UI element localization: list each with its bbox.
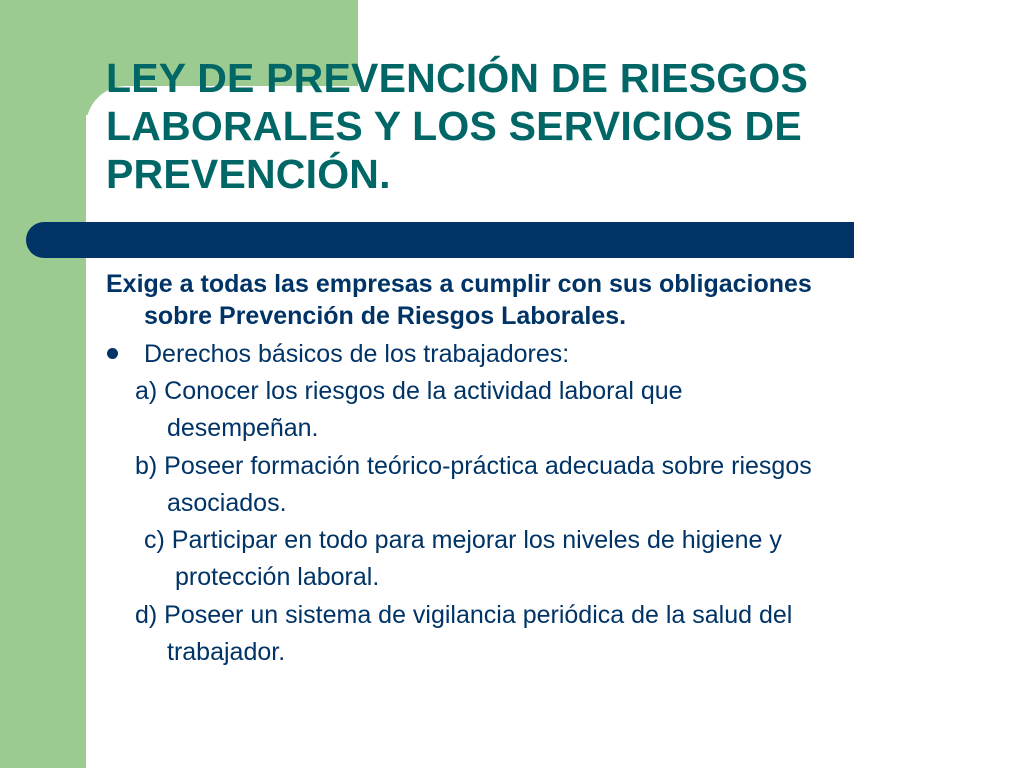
item-a-line-1: a) Conocer los riesgos de la actividad laboral que [135,377,683,405]
bullet-icon [107,348,118,359]
item-d-line-2: trabajador. [167,638,286,666]
intro-line-2: sobre Prevención de Riesgos Laborales. [144,302,627,330]
title-line-2: LABORALES Y LOS SERVICIOS DE [106,103,802,149]
item-d-line-1: d) Poseer un sistema de vigilancia periódica de la salud del [135,601,793,629]
item-c-line-1: c) Participar en todo para mejorar los niveles de higiene y [144,526,782,554]
item-b-line-2: asociados. [167,489,287,517]
title-line-1: LEY DE PREVENCIÓN DE RIESGOS [106,55,808,101]
title-line-3: PREVENCIÓN. [106,151,391,197]
intro-line-1: Exige a todas las empresas a cumplir con sus obligaciones [106,270,812,298]
item-b-line-1: b) Poseer formación teórico-práctica adecuada sobre riesgos [135,452,812,480]
item-c-line-2: protección laboral. [175,563,380,591]
bullet-text: Derechos básicos de los trabajadores: [144,340,570,368]
item-a-line-2: desempeñan. [167,414,319,442]
